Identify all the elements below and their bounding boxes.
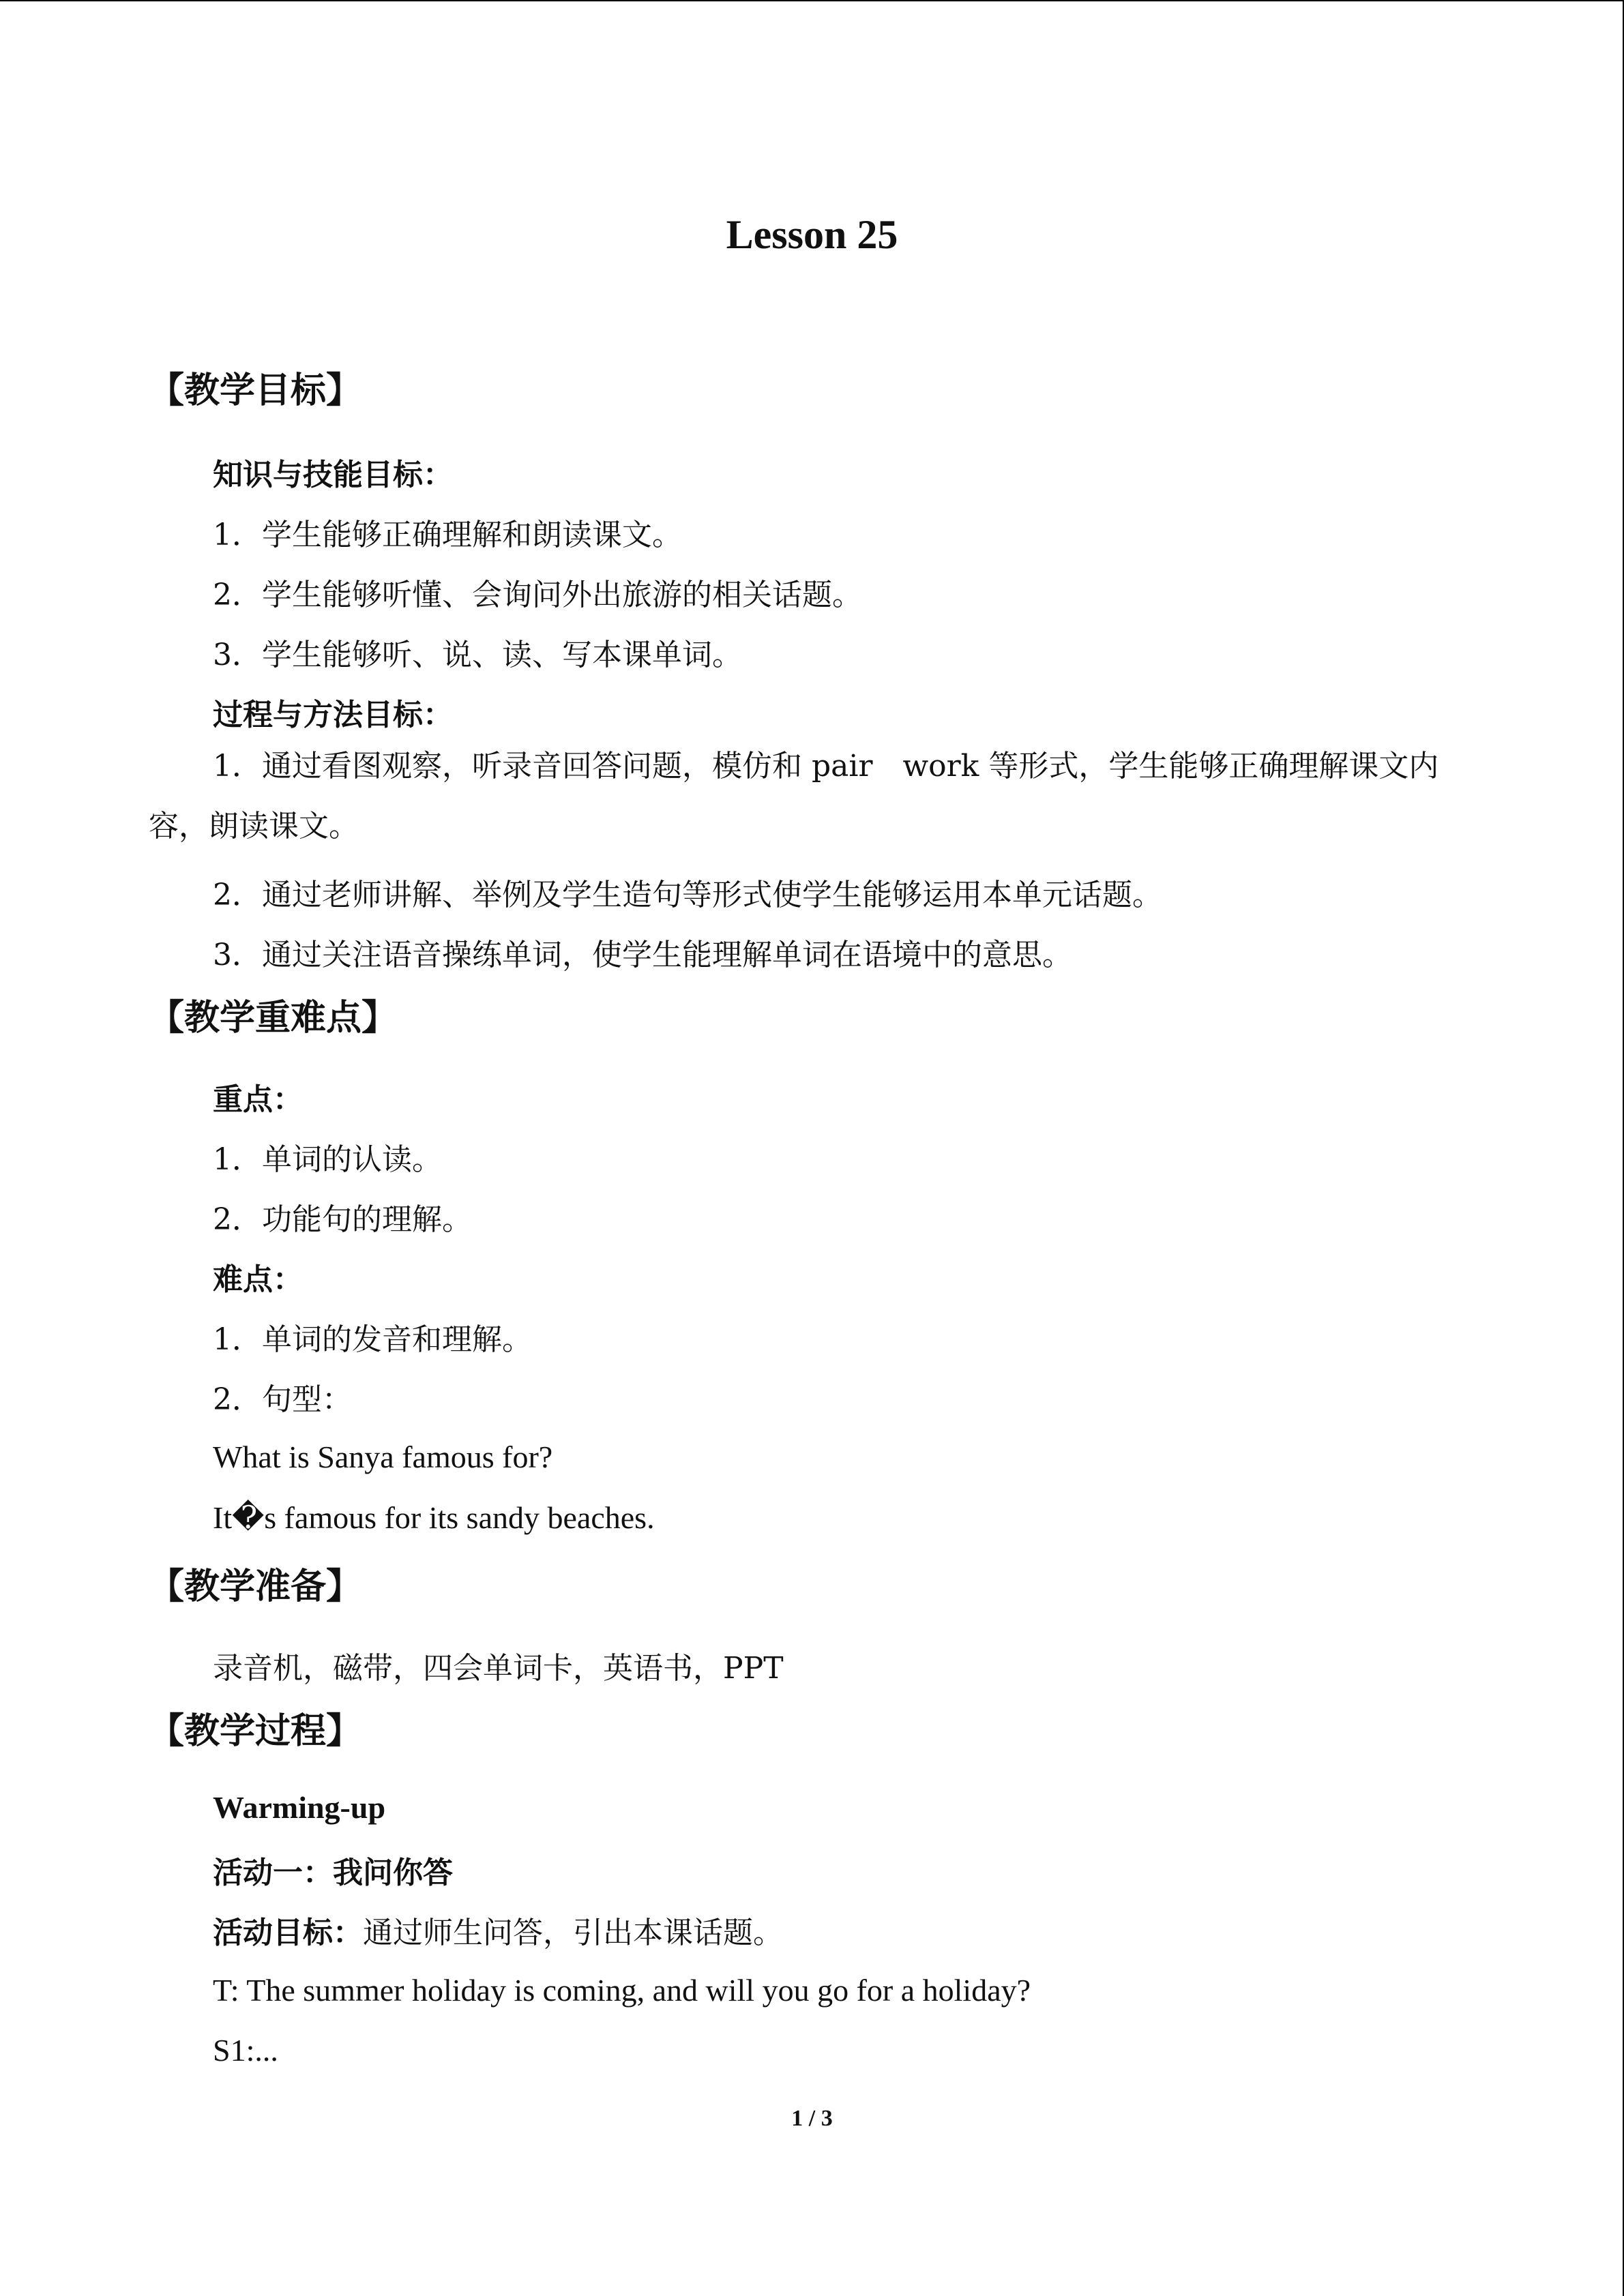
activity-title: 活动一：我问你答 — [213, 1855, 453, 1890]
focus-title: 重点： — [213, 1082, 303, 1117]
knowledge-goal-1: 1．学生能够正确理解和朗读课文。 — [213, 518, 682, 552]
knowledge-goals-title: 知识与技能目标： — [213, 458, 453, 492]
process-goal-3: 3．通过关注语音操练单词，使学生能理解单词在语境中的意思。 — [213, 938, 1072, 972]
warmup-title: Warming-up — [213, 1790, 386, 1825]
difficulty-item-2: 2．句型： — [213, 1382, 352, 1417]
activity-goal — [213, 1908, 783, 1952]
page-title: Lesson 25 — [726, 212, 898, 257]
page-number: 1 / 3 — [791, 2106, 833, 2131]
student-line: S1:... — [213, 2033, 278, 2068]
section-heading-goals: 【教学目标】 — [149, 370, 362, 411]
focus-item-1: 1．单词的认读。 — [213, 1142, 442, 1177]
example-sentence-1: What is Sanya famous for? — [213, 1440, 553, 1474]
process-goal-2: 2．通过老师讲解、举例及学生造句等形式使学生能够运用本单元话题。 — [213, 878, 1162, 912]
process-goals-title: 过程与方法目标： — [213, 698, 453, 732]
difficulty-item-1: 1．单词的发音和理解。 — [213, 1322, 532, 1357]
focus-item-2: 2．功能句的理解。 — [213, 1202, 472, 1237]
section-heading-preparation: 【教学准备】 — [149, 1566, 362, 1607]
section-heading-process: 【教学过程】 — [149, 1711, 362, 1752]
knowledge-goal-2: 2．学生能够听懂、会询问外出旅游的相关话题。 — [213, 578, 862, 612]
section-heading-key-points: 【教学重难点】 — [149, 998, 398, 1039]
example-sentence-2: It�s famous for its sandy beaches. — [213, 1500, 655, 1535]
preparation-items: 录音机，磁带，四会单词卡，英语书，PPT — [213, 1651, 784, 1686]
page-top-border — [0, 0, 1623, 1]
activity-goal-label: 活动目标： — [213, 1915, 363, 1950]
difficulty-title: 难点： — [213, 1262, 303, 1297]
knowledge-goal-3: 3．学生能够听、说、读、写本课单词。 — [213, 638, 742, 672]
process-goal-1: 1．通过看图观察，听录音回答问题，模仿和 pair work 等形式，学生能够正确理解课文内容，朗读课文。 — [149, 749, 1439, 844]
activity-goal-text: 通过师生问答，引出本课话题。 — [363, 1915, 783, 1950]
teacher-line: T: The summer holiday is coming, and will you go for a holiday? — [213, 1973, 1031, 2008]
